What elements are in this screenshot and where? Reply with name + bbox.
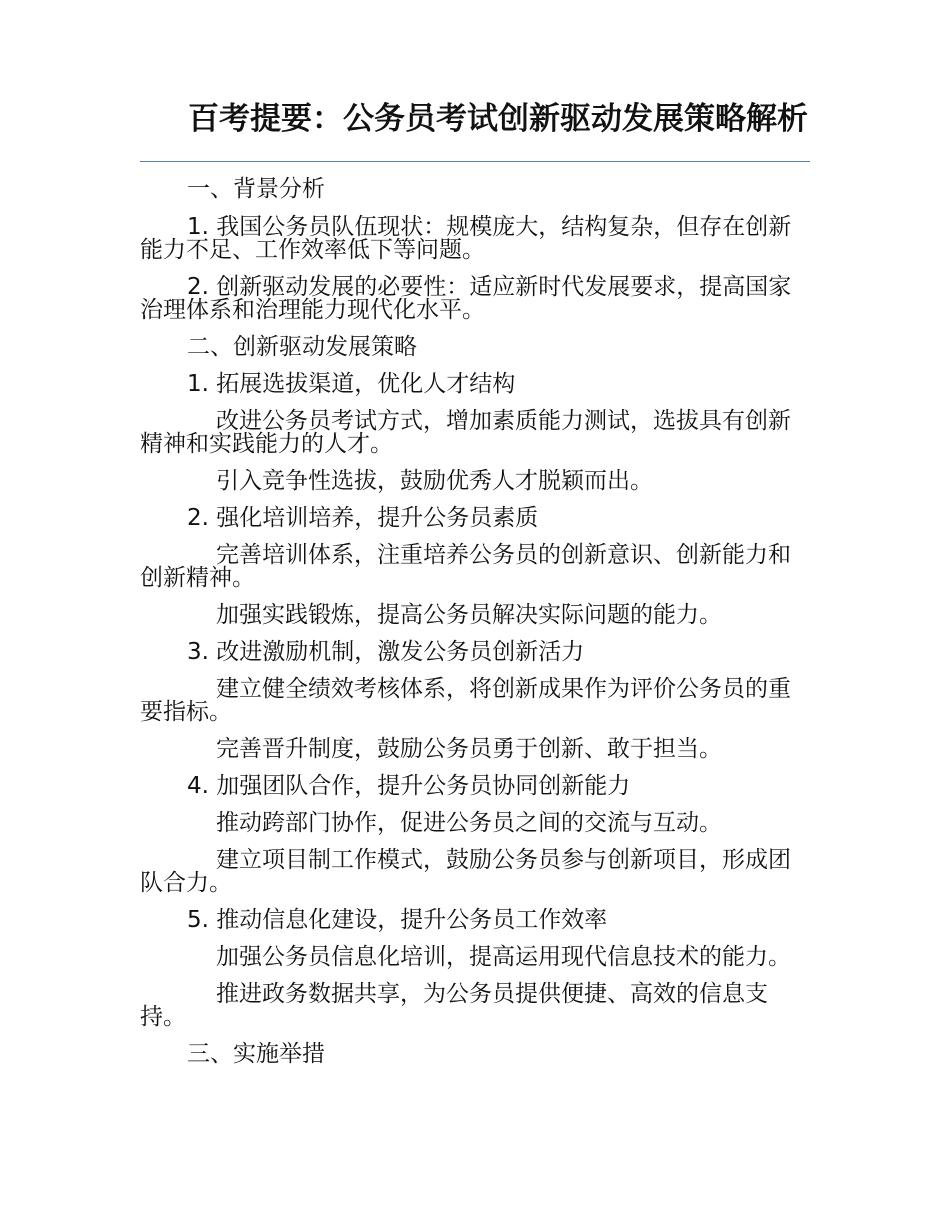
paragraph: 建立项目制工作模式，鼓励公务员参与创新项目，形成团队合力。: [140, 847, 791, 896]
title-underline: [140, 161, 810, 162]
paragraph: 推动跨部门协作，促进公务员之间的交流与互动。: [216, 810, 722, 836]
document-body: [140, 178, 810, 1066]
paragraph: 加强实践锻炼，提高公务员解决实际问题的能力。: [216, 602, 722, 628]
paragraph: 推进政务数据共享，为公务员提供便捷、高效的信息支持。: [140, 981, 768, 1030]
paragraph: 建立健全绩效考核体系，将创新成果作为评价公务员的重要指标。: [140, 676, 791, 725]
subheading: 1. 拓展选拔渠道，优化人才结构: [187, 371, 516, 397]
paragraph: 完善晋升制度，鼓励公务员勇于创新、敢于担当。: [216, 736, 722, 762]
paragraph: 引入竞争性选拔，鼓励优秀人才脱颖而出。: [216, 468, 653, 494]
subheading: 3. 改进激励机制，激发公务员创新活力: [187, 639, 585, 665]
paragraph: 1. 我国公务员队伍现状：规模庞大，结构复杂，但存在创新能力不足、工作效率低下等问题。: [140, 214, 792, 263]
section-heading-measures: 三、实施举措: [187, 1041, 325, 1067]
paragraph: 改进公务员考试方式，增加素质能力测试，选拔具有创新精神和实践能力的人才。: [140, 408, 791, 457]
paragraph: 2. 创新驱动发展的必要性：适应新时代发展要求，提高国家治理体系和治理能力现代化水平。: [140, 274, 792, 323]
paragraph: 加强公务员信息化培训，提高运用现代信息技术的能力。: [216, 944, 791, 970]
subheading: 4. 加强团队合作，提升公务员协同创新能力: [187, 773, 631, 799]
paragraph: 完善培训体系，注重培养公务员的创新意识、创新能力和创新精神。: [140, 542, 791, 591]
document-title: 百考提要：公务员考试创新驱动发展策略解析: [188, 101, 808, 137]
section-heading-background: 一、背景分析: [187, 176, 325, 202]
section-heading-strategy: 二、创新驱动发展策略: [187, 334, 417, 360]
subheading: 5. 推动信息化建设，提升公务员工作效率: [187, 907, 608, 933]
subheading: 2. 强化培训培养，提升公务员素质: [187, 505, 539, 531]
